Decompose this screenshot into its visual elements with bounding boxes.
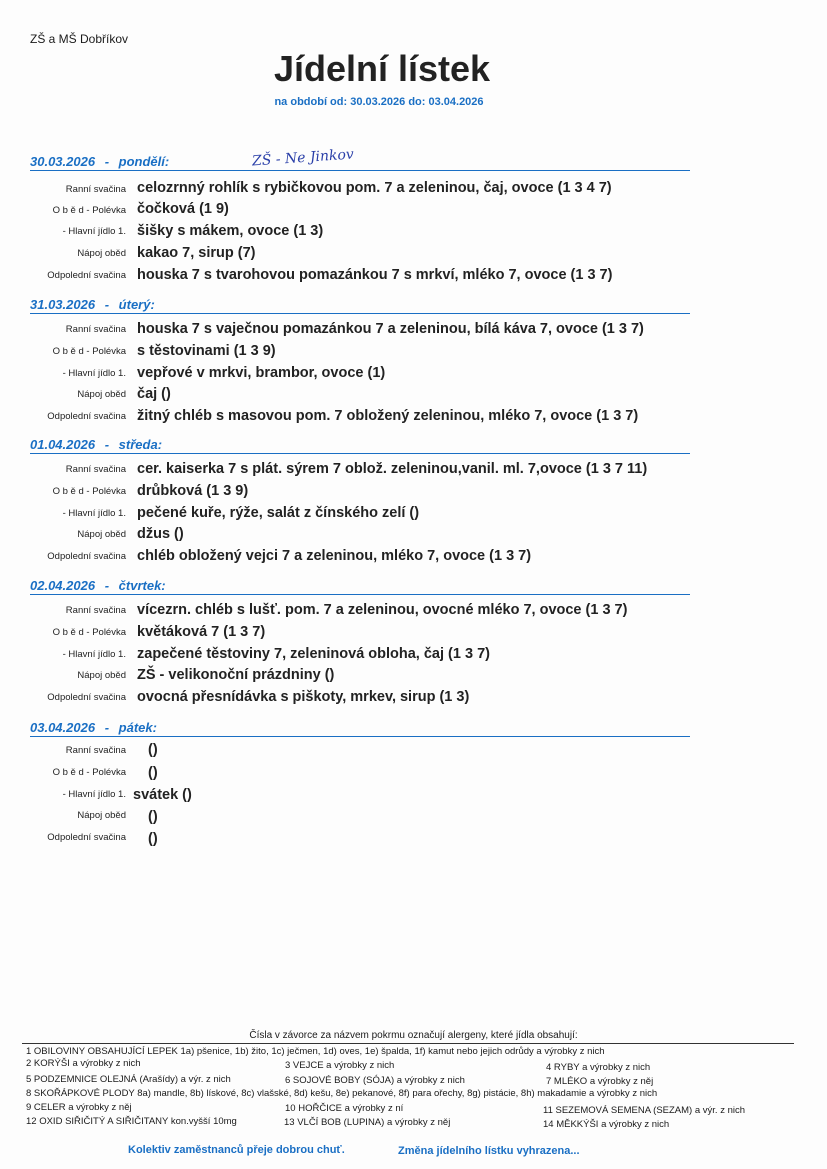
allergen-item: 8 SKOŘÁPKOVÉ PLODY 8a) mandle, 8b) lískové, 8c) vlašské, 8d) kešu, 8e) pekanové, 8f) para ořechy, 8g) pistácie, 8h) makadamie a výrobky z nich: [26, 1088, 658, 1099]
meal-label: Odpolední svačina: [47, 692, 126, 703]
meal-label: - Hlavní jídlo 1.: [62, 226, 126, 237]
meal-label: Nápoj oběd: [77, 389, 126, 400]
day-header-monday: [30, 146, 690, 171]
day-name: pondělí:: [118, 154, 170, 169]
meal-label: - Hlavní jídlo 1.: [62, 649, 126, 660]
meal-label: Nápoj oběd: [77, 529, 126, 540]
meal-label: O b ě d - Polévka: [52, 205, 126, 216]
meal-dish: houska 7 s vaječnou pomazánkou 7 a zeleninou, bílá káva 7, ovoce (1 3 7): [137, 321, 644, 337]
handwritten-signature: ZŠ - Ne Jinkov: [251, 146, 355, 170]
meal-dish: chléb obložený vejci 7 a zeleninou, mléko 7, ovoce (1 3 7): [137, 548, 532, 564]
meal-dish: čaj (): [137, 386, 171, 402]
meal-label: - Hlavní jídlo 1.: [62, 368, 126, 379]
day-separator: -: [104, 154, 110, 169]
day-separator: -: [104, 720, 110, 735]
meal-dish: drůbková (1 3 9): [137, 483, 249, 499]
meal-dish: (): [148, 742, 158, 758]
allergen-item: 1 OBILOVINY OBSAHUJÍCÍ LEPEK 1a) pšenice, 1b) žito, 1c) ječmen, 1d) oves, 1e) špalda, 1f) kamut nebo jejich odrůdy a výrobky z nich: [26, 1046, 605, 1057]
menu-period: na období od: 30.03.2026 do: 03.04.2026: [274, 96, 484, 108]
day-date: 31.03.2026: [30, 297, 96, 312]
day-name: pátek:: [118, 720, 157, 735]
allergen-item: 11 SEZEMOVÁ SEMENA (SEZAM) a výr. z nich: [543, 1105, 746, 1116]
allergens-note: Čísla v závorce za názvem pokrmu označují alergeny, které jídla obsahují:: [249, 1030, 578, 1041]
meal-dish: kakao 7, sirup (7): [137, 245, 256, 261]
meal-dish: zapečené těstoviny 7, zeleninová obloha, čaj (1 3 7): [137, 646, 490, 662]
allergen-item: 14 MĚKKÝŠI a výrobky z nich: [543, 1119, 670, 1130]
meal-label: Ranní svačina: [65, 605, 126, 616]
allergen-item: 3 VEJCE a výrobky z nich: [285, 1060, 395, 1071]
day-header-wednesday: [30, 437, 690, 454]
day-header-thursday: [30, 578, 690, 595]
page-title: Jídelní lístek: [273, 48, 491, 89]
meal-dish: pečené kuře, rýže, salát z čínského zelí (): [137, 505, 420, 521]
day-date: 03.04.2026: [30, 720, 96, 735]
meal-dish: květáková 7 (1 3 7): [137, 624, 266, 640]
day-name: úterý:: [118, 297, 155, 312]
meal-dish: čočková (1 9): [137, 201, 229, 217]
allergen-item: 7 MLÉKO a výrobky z něj: [546, 1076, 654, 1087]
meal-dish: vepřové v mrkvi, brambor, ovoce (1): [137, 365, 386, 381]
allergen-item: 12 OXID SIŘIČITÝ A SIŘIČITANY kon.vyšší 10mg: [26, 1116, 237, 1127]
meal-dish: celozrnný rohlík s rybičkovou pom. 7 a zeleninou, čaj, ovoce (1 3 4 7): [137, 180, 612, 196]
allergen-item: 13 VLČÍ BOB (LUPINA) a výrobky z něj: [284, 1117, 451, 1128]
day-date: 01.04.2026: [30, 437, 96, 452]
day-date: 02.04.2026: [30, 578, 96, 593]
allergen-item: 9 CELER a výrobky z něj: [26, 1102, 132, 1113]
meal-dish: (): [148, 831, 158, 847]
bon-appetit-message: Kolektiv zaměstnanců přeje dobrou chuť.: [128, 1144, 345, 1156]
meal-label: Ranní svačina: [65, 324, 126, 335]
meal-label: Nápoj oběd: [77, 248, 126, 259]
meal-dish: vícezrn. chléb s lušť. pom. 7 a zeleninou, ovocné mléko 7, ovoce (1 3 7): [137, 602, 628, 618]
allergen-item: 5 PODZEMNICE OLEJNÁ (Arašídy) a výr. z nich: [26, 1074, 231, 1085]
meal-label: O b ě d - Polévka: [52, 627, 126, 638]
meal-dish: ZŠ - velikonoční prázdniny (): [137, 667, 335, 683]
meal-dish: džus (): [137, 526, 184, 542]
day-separator: -: [104, 578, 110, 593]
meal-dish: houska 7 s tvarohovou pomazánkou 7 s mrkví, mléko 7, ovoce (1 3 7): [137, 267, 613, 283]
allergen-item: 2 KORÝŠI a výrobky z nich: [26, 1058, 141, 1069]
meal-dish: ovocná přesnídávka s piškoty, mrkev, sirup (1 3): [137, 689, 470, 705]
meal-dish: (): [148, 765, 158, 781]
meal-label: O b ě d - Polévka: [52, 486, 126, 497]
meal-label: O b ě d - Polévka: [52, 767, 126, 778]
meal-dish: šišky s mákem, ovoce (1 3): [137, 223, 324, 239]
allergen-item: 4 RYBY a výrobky z nich: [546, 1062, 651, 1073]
meal-label: Nápoj oběd: [77, 810, 126, 821]
day-header-friday: [30, 720, 690, 737]
meal-dish: cer. kaiserka 7 s plát. sýrem 7 oblož. zeleninou,vanil. ml. 7,ovoce (1 3 7 11): [137, 461, 648, 477]
meal-label: - Hlavní jídlo 1.: [62, 508, 126, 519]
day-date: 30.03.2026: [30, 154, 96, 169]
meal-label: Nápoj oběd: [77, 670, 126, 681]
meal-label: O b ě d - Polévka: [52, 346, 126, 357]
meal-label: Ranní svačina: [65, 184, 126, 195]
meal-dish: (): [148, 809, 158, 825]
day-separator: -: [104, 437, 110, 452]
meal-label: Odpolední svačina: [47, 411, 126, 422]
day-separator: -: [104, 297, 110, 312]
allergen-item: 10 HOŘČICE a výrobky z ní: [285, 1103, 404, 1114]
meal-label: Odpolední svačina: [47, 551, 126, 562]
meal-label: Odpolední svačina: [47, 270, 126, 281]
day-name: středa:: [118, 437, 163, 452]
meal-label: Ranní svačina: [65, 464, 126, 475]
meal-dish: žitný chléb s masovou pom. 7 obložený zeleninou, mléko 7, ovoce (1 3 7): [137, 408, 639, 424]
meal-dish: s těstovinami (1 3 9): [137, 343, 276, 359]
school-name: ZŠ a MŠ Dobříkov: [30, 32, 129, 46]
meal-label: - Hlavní jídlo 1.: [62, 789, 126, 800]
footer-divider: [22, 1043, 794, 1044]
day-name: čtvrtek:: [118, 578, 166, 593]
meal-label: Ranní svačina: [65, 745, 126, 756]
meal-label: Odpolední svačina: [47, 832, 126, 843]
allergen-item: 6 SOJOVÉ BOBY (SÓJA) a výrobky z nich: [285, 1075, 465, 1086]
meal-dish: svátek (): [133, 787, 192, 803]
day-header-tuesday: [30, 297, 690, 314]
change-notice: Změna jídelního lístku vyhrazena...: [398, 1145, 580, 1157]
